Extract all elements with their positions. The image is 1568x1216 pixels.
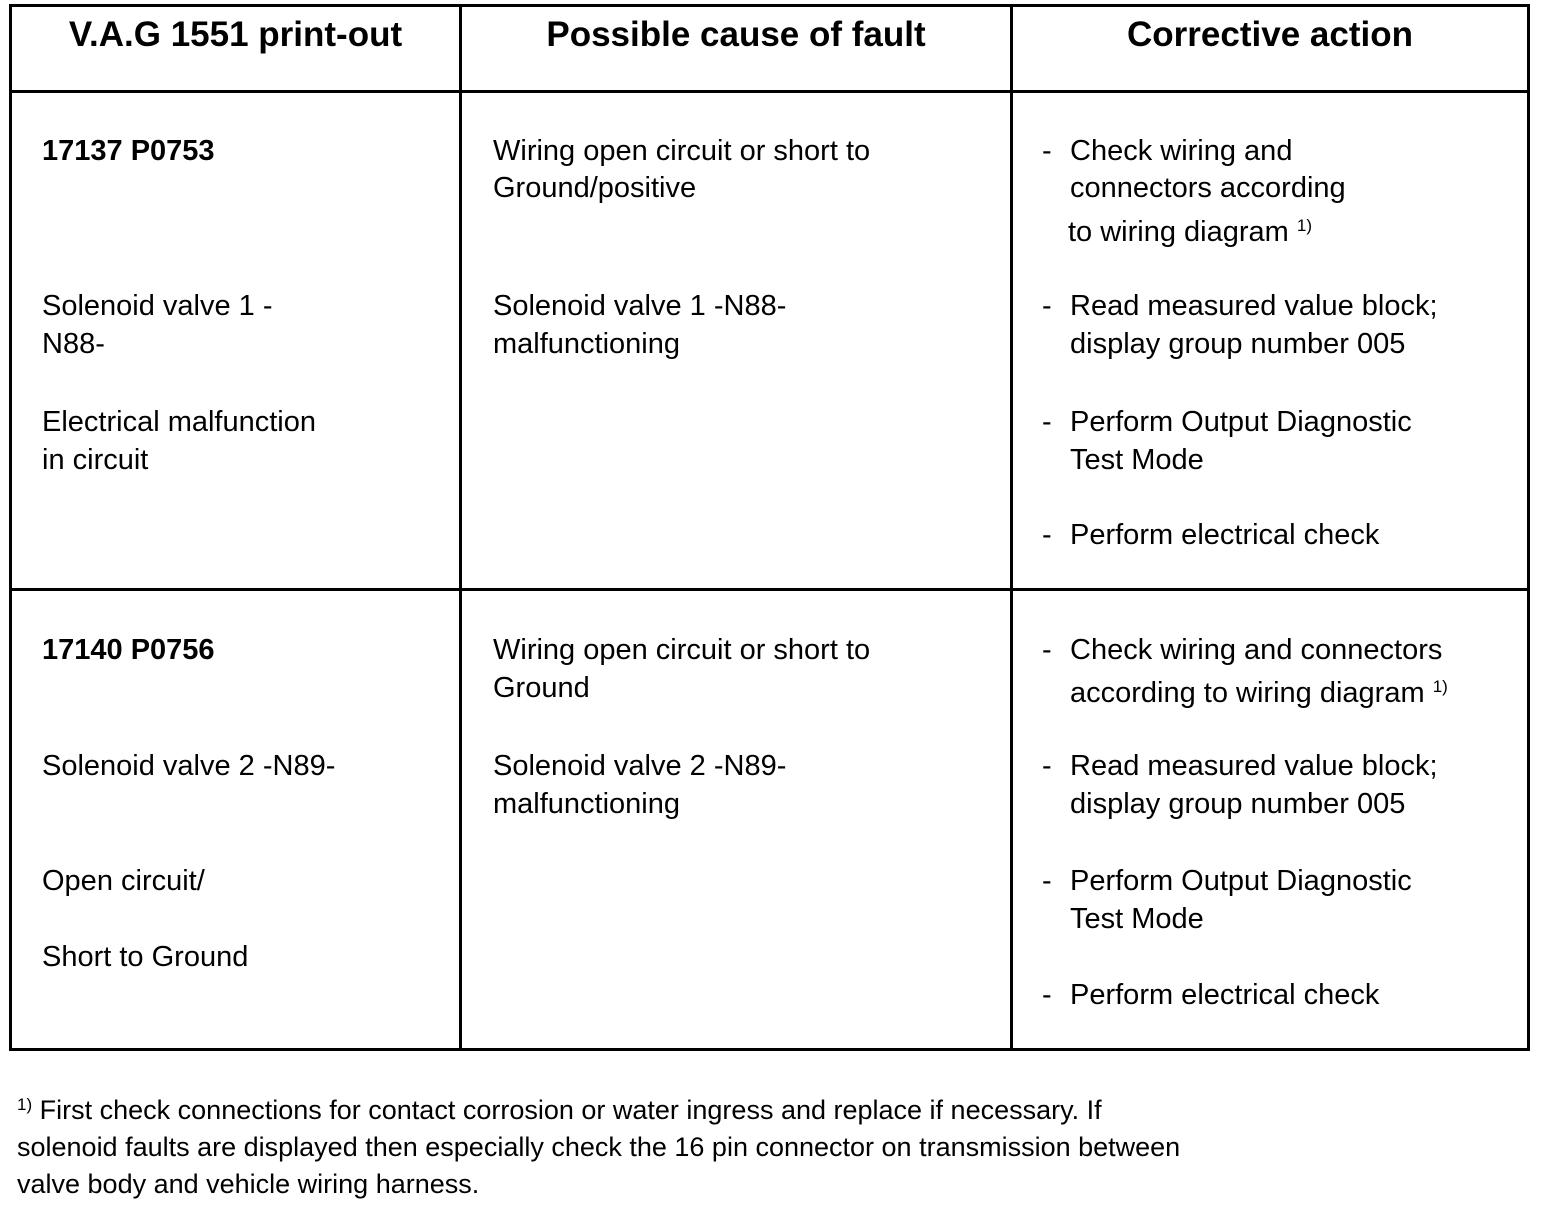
header-cause: Possible cause of fault [546, 15, 926, 54]
fault-code: 17137 P0753 [42, 135, 215, 167]
action-line: Test Mode [1070, 903, 1204, 935]
cause-line: malfunctioning [493, 788, 680, 820]
bullet-dash: - [1042, 519, 1052, 551]
action-line: Check wiring and [1070, 135, 1293, 167]
header-divider [12, 90, 1527, 93]
footnote-ref: 1) [1296, 216, 1313, 235]
column-divider [459, 7, 462, 1048]
header-printout: V.A.G 1551 print-out [68, 15, 403, 54]
bullet-dash: - [1042, 865, 1052, 897]
row-divider [12, 588, 1527, 591]
fault-code: 17140 P0756 [42, 634, 215, 666]
footnote-line: solenoid faults are displayed then especially check the 16 pin connector on transmission between [17, 1132, 1181, 1162]
footnote-line: valve body and vehicle wiring harness. [17, 1169, 480, 1199]
bullet-dash: - [1042, 634, 1052, 666]
cause-line: Solenoid valve 2 -N89- [493, 750, 787, 782]
header-action: Corrective action [1127, 15, 1413, 54]
bullet-dash: - [1042, 750, 1052, 782]
bullet-dash: - [1042, 406, 1052, 438]
action-line: Perform electrical check [1070, 979, 1380, 1011]
cause-line: malfunctioning [493, 328, 680, 360]
component-line: N88- [42, 328, 105, 360]
cause-line: Solenoid valve 1 -N88- [493, 290, 787, 322]
bullet-dash: - [1042, 290, 1052, 322]
fault-description: Electrical malfunction [42, 406, 316, 438]
bullet-dash: - [1042, 135, 1052, 167]
action-line: Read measured value block; [1070, 750, 1438, 782]
cause-line: Wiring open circuit or short to [493, 135, 871, 167]
cause-line: Wiring open circuit or short to [493, 634, 871, 666]
action-line: according to wiring diagram $^{1)}$ [1070, 677, 1448, 709]
action-line: display group number 005 [1070, 328, 1406, 360]
footnote-mark: 1) [17, 1095, 33, 1114]
cause-line: Ground/positive [493, 172, 697, 204]
fault-table [9, 4, 1530, 1051]
action-line: connectors according [1070, 172, 1346, 204]
fault-description: in circuit [42, 444, 149, 476]
fault-description: Short to Ground [42, 941, 249, 973]
footnote-line: $^{1)}$ First check connections for contact corrosion or water ingress and replace if necessary. If [17, 1095, 1102, 1125]
fault-description: Open circuit/ [42, 865, 205, 897]
action-line: to wiring diagram $^{1)}$ [1068, 216, 1313, 248]
action-line: Read measured value block; [1070, 290, 1438, 322]
action-line: Check wiring and connectors [1070, 634, 1443, 666]
action-line: display group number 005 [1070, 788, 1406, 820]
cause-line: Ground [493, 672, 590, 704]
action-line: Perform Output Diagnostic [1070, 865, 1412, 897]
component-line: Solenoid valve 2 -N89- [42, 750, 336, 782]
footnote-ref: 1) [1432, 677, 1448, 696]
column-divider [1010, 7, 1013, 1048]
action-line: Perform Output Diagnostic [1070, 406, 1412, 438]
action-line: Test Mode [1070, 444, 1204, 476]
component-line: Solenoid valve 1 - [42, 290, 273, 322]
footnote [17, 1092, 1180, 1203]
action-line: Perform electrical check [1070, 519, 1380, 551]
bullet-dash: - [1042, 979, 1052, 1011]
